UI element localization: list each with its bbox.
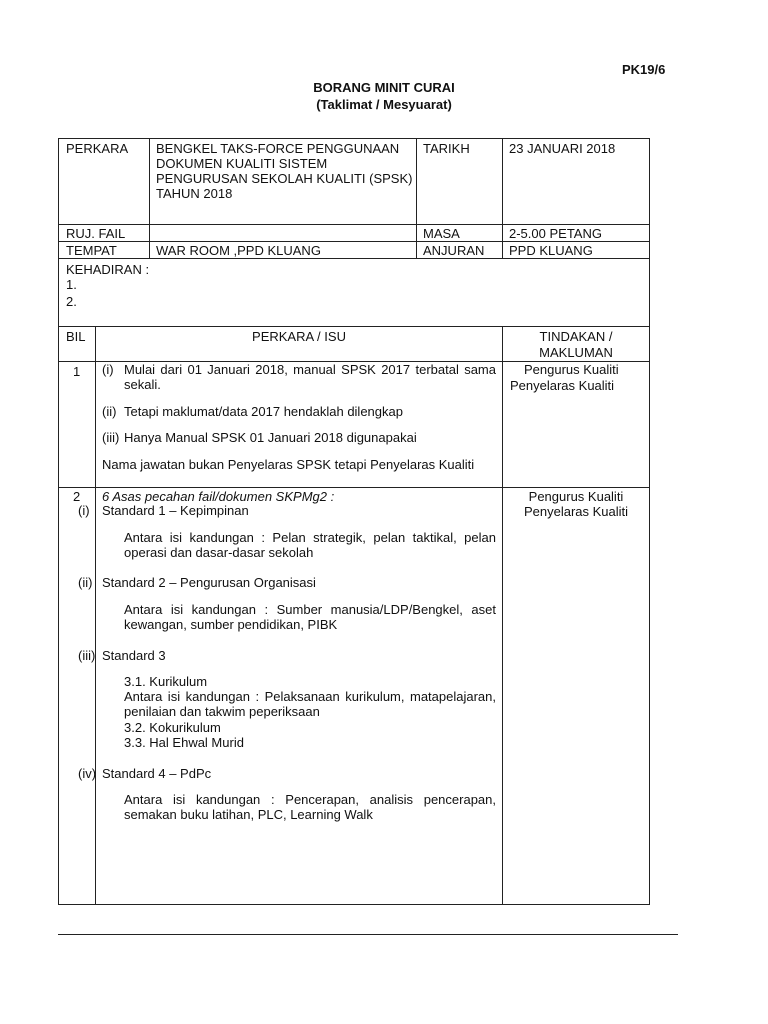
col-makluman: MAKLUMAN xyxy=(539,345,613,360)
form-subtitle: (Taklimat / Mesyuarat) xyxy=(316,97,452,112)
standard-num: (ii) xyxy=(78,575,93,590)
standard-title: Standard 2 – Pengurusan Organisasi xyxy=(102,575,316,590)
col-perkara-isu: PERKARA / ISU xyxy=(252,329,346,344)
row2-tindakan: Penyelaras Kualiti xyxy=(523,504,629,519)
standard-sub: 3.3. Hal Ehwal Murid xyxy=(124,735,244,750)
standard-sub: 3.1. Kurikulum xyxy=(124,674,208,689)
row2-bil: 2 xyxy=(73,489,81,504)
row1-tindakan: Penyelaras Kualiti xyxy=(510,378,615,393)
kehadiran-item: 1. xyxy=(66,277,77,292)
row1-item-num: (iii) xyxy=(102,430,120,445)
standard-title: Standard 3 xyxy=(102,648,166,663)
standard-title: Standard 4 – PdPc xyxy=(102,766,212,781)
row2-intro: 6 Asas pecahan fail/dokumen SKPMg2 : xyxy=(102,489,335,504)
row1-tindakan: Pengurus Kualiti xyxy=(524,362,619,377)
row1-item-text: Mulai dari 01 Januari 2018, manual SPSK 2017 terbatal sama sekali. xyxy=(124,362,496,392)
standard-num: (iv) xyxy=(78,766,97,781)
standard-num: (i) xyxy=(78,503,90,518)
kehadiran-label: KEHADIRAN : xyxy=(66,262,150,277)
standard-body: Antara isi kandungan : Pelaksanaan kurikulum, matapelajaran, penilaian dan takwim peperiksaan xyxy=(124,689,496,719)
kehadiran-item: 2. xyxy=(66,294,77,309)
perkara-value: BENGKEL TAKS-FORCE PENGGUNAAN DOKUMEN KUALITI SISTEM PENGURUSAN SEKOLAH KUALITI (SPSK) TAHUN 2018 xyxy=(156,141,413,201)
standard-body: Antara isi kandungan : Pencerapan, analisis pencerapan, semakan buku latihan, PLC, Learning Walk xyxy=(124,792,496,822)
standard-body: Antara isi kandungan : Sumber manusia/LDP/Bengkel, aset kewangan, sumber pendidikan, PIBK xyxy=(124,602,496,632)
row2-tindakan: Pengurus Kualiti xyxy=(528,489,624,504)
anjuran-label: ANJURAN xyxy=(423,243,485,258)
tarikh-value: 23 JANUARI 2018 xyxy=(509,141,616,156)
row1-note: Nama jawatan bukan Penyelaras SPSK tetapi Penyelaras Kualiti xyxy=(102,457,475,472)
standard-body: Antara isi kandungan : Pelan strategik, pelan taktikal, pelan operasi dan dasar-dasar sekolah xyxy=(124,530,496,560)
masa-value: 2-5.00 PETANG xyxy=(509,226,602,241)
row1-item-num: (i) xyxy=(102,362,114,377)
footer-rule xyxy=(58,934,678,935)
tempat-label: TEMPAT xyxy=(66,243,117,258)
perkara-label: PERKARA xyxy=(66,141,129,156)
standard-sub: 3.2. Kokurikulum xyxy=(124,720,221,735)
form-code: PK19/6 xyxy=(622,62,666,77)
col-tindakan: TINDAKAN / xyxy=(539,329,613,344)
row1-item-text: Tetapi maklumat/data 2017 hendaklah dilengkap xyxy=(124,404,403,419)
standard-num: (iii) xyxy=(78,648,96,663)
tempat-value: WAR ROOM ,PPD KLUANG xyxy=(156,243,321,258)
standard-title: Standard 1 – Kepimpinan xyxy=(102,503,249,518)
col-bil: BIL xyxy=(66,329,86,344)
masa-label: MASA xyxy=(423,226,460,241)
anjuran-value: PPD KLUANG xyxy=(509,243,593,258)
ruj-fail-label: RUJ. FAIL xyxy=(66,226,126,241)
form-title: BORANG MINIT CURAI xyxy=(313,80,455,95)
row1-item-num: (ii) xyxy=(102,404,117,419)
row1-bil: 1 xyxy=(73,364,81,379)
tarikh-label: TARIKH xyxy=(423,141,470,156)
row1-item-text: Hanya Manual SPSK 01 Januari 2018 digunapakai xyxy=(124,430,417,445)
